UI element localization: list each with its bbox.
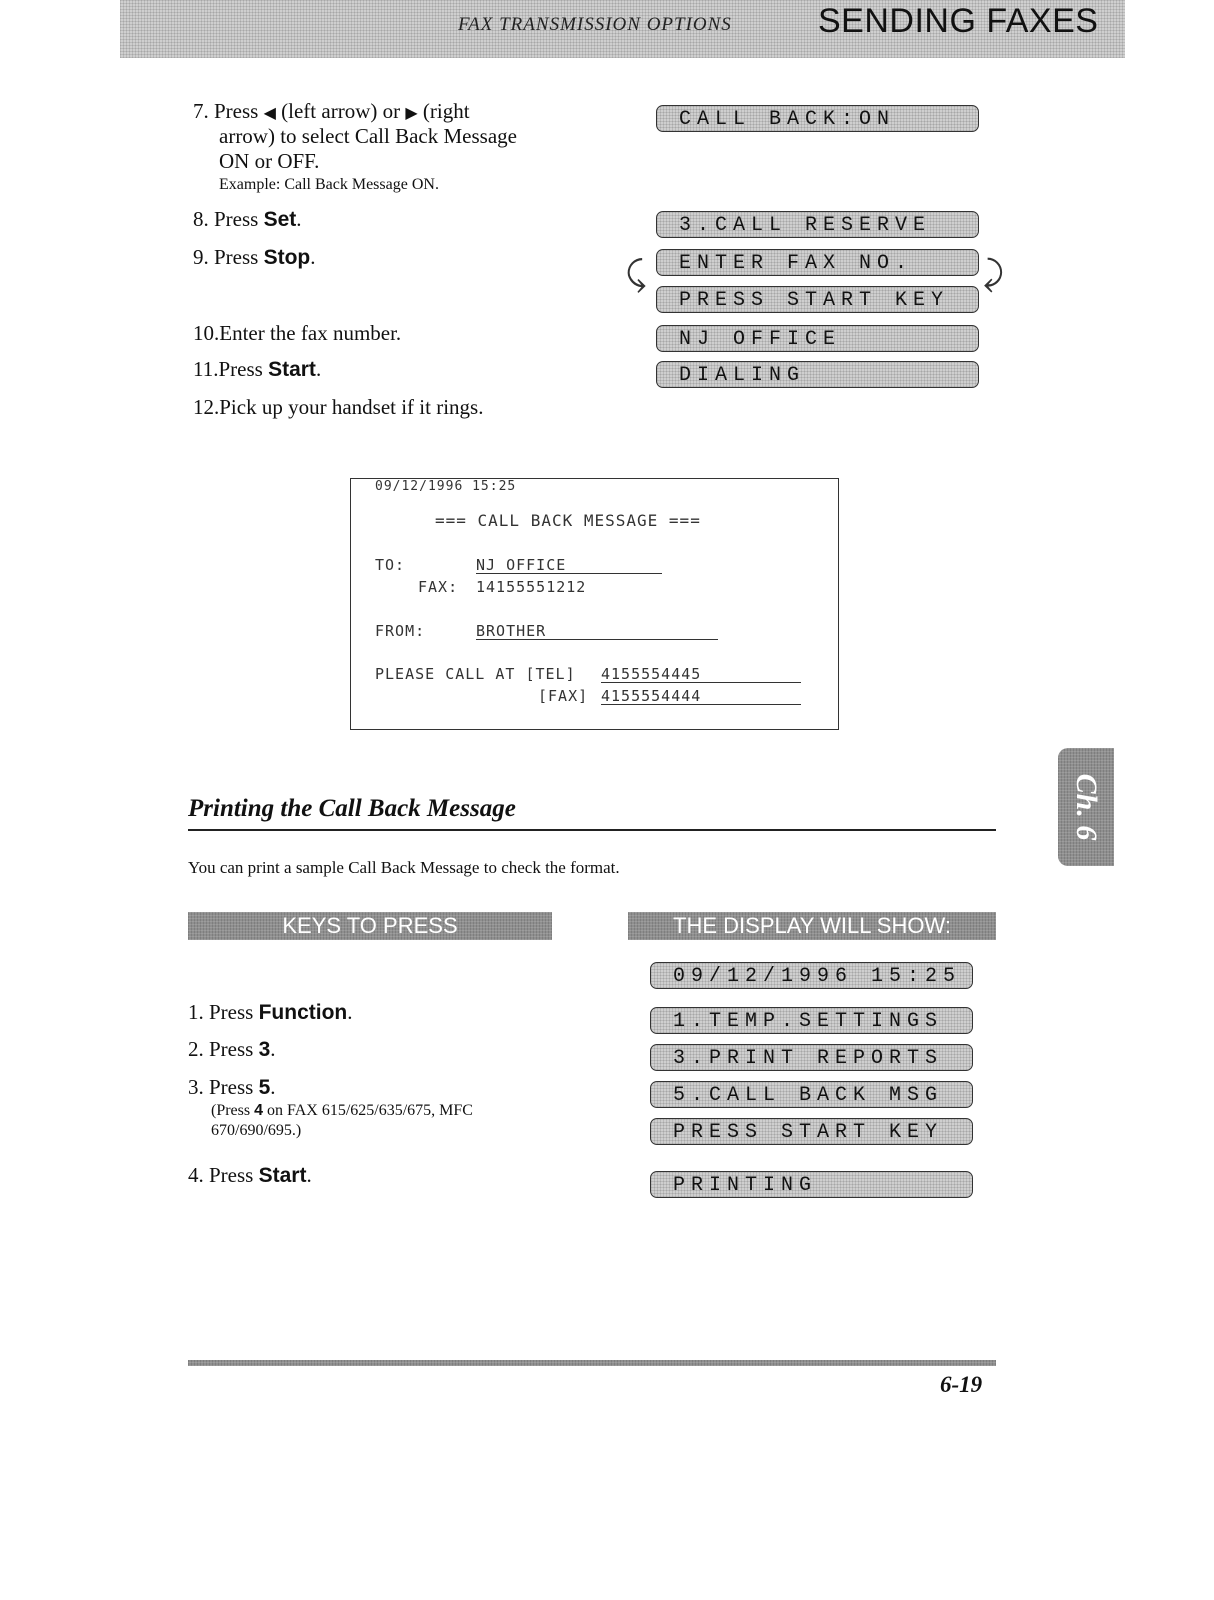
step-3-note-line1 xyxy=(211,1101,473,1121)
step-7-note-wrap xyxy=(219,175,439,195)
lcd-display: 3.PRINT REPORTS xyxy=(650,1044,973,1071)
key-5: 5 xyxy=(258,1076,271,1099)
right-arrow-icon: ▶ xyxy=(405,103,418,122)
step-text: Press xyxy=(209,1037,259,1061)
report-timestamp: 09/12/1996 15:25 xyxy=(375,479,517,494)
step-3-note xyxy=(211,1101,473,1141)
cycle-arrow-right-icon: ⤸ xyxy=(983,254,1004,294)
step-text: . xyxy=(315,357,322,381)
section-intro: You can print a sample Call Back Message to check the format. xyxy=(188,858,620,877)
lcd-display: DIALING xyxy=(656,361,979,388)
report-fax2-value: 4155554444 xyxy=(601,687,702,705)
call-back-message-sample xyxy=(350,478,839,730)
step-number: 9. xyxy=(193,245,209,269)
step-text: Enter the fax number. xyxy=(219,321,402,345)
key-set: Set xyxy=(263,208,297,231)
step-text: (right xyxy=(417,99,470,123)
step-number: 4. xyxy=(188,1163,204,1187)
report-to-label: TO: xyxy=(375,556,406,574)
step-text: Press xyxy=(209,1000,259,1024)
step-text: Press xyxy=(214,207,264,231)
chapter-tab-label: Ch. 6 xyxy=(1070,773,1103,841)
lcd-display: PRINTING xyxy=(650,1171,973,1198)
keys-to-press-header: KEYS TO PRESS xyxy=(188,912,552,940)
report-from-label: FROM: xyxy=(375,622,426,640)
step-7-note: Example: Call Back Message ON. xyxy=(219,176,439,193)
step-12 xyxy=(193,395,483,420)
step-number: 12. xyxy=(193,395,220,419)
step-number: 11. xyxy=(193,357,219,381)
key-stop: Stop xyxy=(263,246,311,269)
lcd-display: 1.TEMP.SETTINGS xyxy=(650,1007,973,1034)
step-text: (left arrow) or xyxy=(275,99,406,123)
step-text: Press xyxy=(214,99,264,123)
section-heading: Printing the Call Back Message xyxy=(188,795,516,822)
step-text: . xyxy=(296,207,302,231)
lcd-display: 09/12/1996 15:25 xyxy=(650,962,973,989)
step-7-line2: arrow) to select Call Back Message xyxy=(219,124,517,148)
report-to-value: NJ OFFICE xyxy=(476,556,567,574)
report-from-value: BROTHER xyxy=(476,622,547,640)
step-3-note-line2: 670/690/695.) xyxy=(211,1122,302,1139)
left-arrow-icon: ◀ xyxy=(263,103,276,122)
step-text: Press xyxy=(218,357,269,381)
step-1 xyxy=(188,1000,353,1025)
step-text: . xyxy=(306,1163,312,1187)
step-text: Press xyxy=(209,1163,259,1187)
report-tel-value: 4155554445 xyxy=(601,665,702,683)
key-start: Start xyxy=(258,1164,307,1187)
underline xyxy=(476,639,718,640)
lcd-display: 3.CALL RESERVE xyxy=(656,211,979,238)
key-4: 4 xyxy=(254,1102,264,1119)
step-text: . xyxy=(347,1000,353,1024)
note-text: (Press xyxy=(211,1102,255,1119)
step-number: 3. xyxy=(188,1075,204,1099)
underline xyxy=(476,573,662,574)
lcd-display: CALL BACK:ON xyxy=(656,105,979,132)
step-11 xyxy=(193,357,321,382)
cycle-arrow-left-icon: ⤹ xyxy=(626,254,647,294)
header-chapter-title: SENDING FAXES xyxy=(818,2,1099,40)
report-fax2-label: [FAX] xyxy=(538,687,589,705)
lcd-display: NJ OFFICE xyxy=(656,325,979,352)
step-text: . xyxy=(270,1037,276,1061)
step-number: 1. xyxy=(188,1000,204,1024)
underline xyxy=(601,682,801,683)
step-text: Pick up your handset if it rings. xyxy=(219,395,484,419)
footer-band xyxy=(188,1360,996,1366)
step-number: 10. xyxy=(193,321,220,345)
lcd-display: 5.CALL BACK MSG xyxy=(650,1081,973,1108)
chapter-tab xyxy=(1058,748,1114,866)
key-3: 3 xyxy=(258,1038,271,1061)
report-call-label: PLEASE CALL AT [TEL] xyxy=(375,665,576,683)
step-9 xyxy=(193,245,316,270)
header-section-title: FAX TRANSMISSION OPTIONS xyxy=(458,14,732,35)
underline xyxy=(601,704,801,705)
key-function: Function xyxy=(258,1001,348,1024)
lcd-display: PRESS START KEY xyxy=(650,1118,973,1145)
step-4 xyxy=(188,1163,312,1188)
step-text: . xyxy=(310,245,316,269)
lcd-display: PRESS START KEY xyxy=(656,286,979,313)
report-title: === CALL BACK MESSAGE === xyxy=(435,511,701,530)
step-text: . xyxy=(270,1075,276,1099)
display-will-show-header: THE DISPLAY WILL SHOW: xyxy=(628,912,996,940)
lcd-display: ENTER FAX NO. xyxy=(656,249,979,276)
step-number: 2. xyxy=(188,1037,204,1061)
step-number: 8. xyxy=(193,207,209,231)
report-fax-value: 14155551212 xyxy=(476,578,587,596)
step-7 xyxy=(193,99,470,125)
key-start: Start xyxy=(268,358,316,381)
section-rule xyxy=(188,829,996,831)
step-text: Press xyxy=(214,245,264,269)
report-fax-label: FAX: xyxy=(418,578,459,596)
step-7-line3: ON or OFF. xyxy=(219,149,320,173)
step-10 xyxy=(193,321,401,346)
step-text: Press xyxy=(209,1075,259,1099)
step-8 xyxy=(193,207,302,232)
step-2 xyxy=(188,1037,276,1062)
step-3 xyxy=(188,1075,276,1100)
page-number: 6-19 xyxy=(940,1372,983,1397)
step-number: 7. xyxy=(193,99,209,123)
note-text: on FAX 615/625/635/675, MFC xyxy=(263,1102,473,1119)
